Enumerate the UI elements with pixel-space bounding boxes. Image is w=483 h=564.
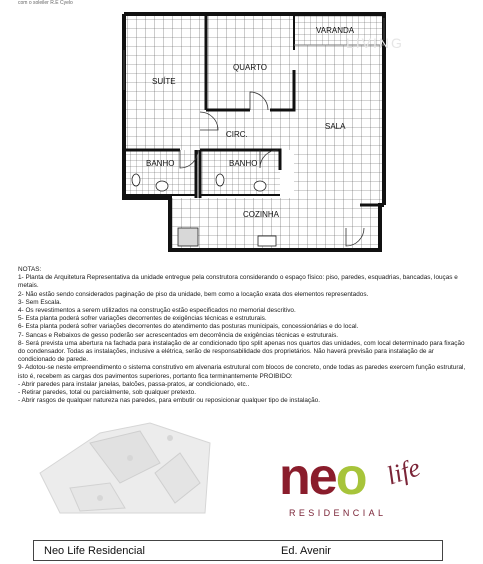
note-item: 9- Adotou-se neste empreendimento o sistema construtivo em alvenaria estrutural com blocos de concreto, onde todas as paredes exercem função estrutural, isto é, recebem as cargas dos pavimentos superiores, portanto fica terminantemente PROIBIDO: <box>18 364 466 380</box>
plan-watermark: LIVING <box>346 35 404 51</box>
toilet-1-icon <box>132 174 140 186</box>
logo-letter: e <box>308 448 336 506</box>
room-label-circ: CIRC. <box>226 130 248 139</box>
top-caption: com o soleiler R.E Cyelo <box>18 0 73 6</box>
room-label-varanda: VARANDA <box>316 26 355 35</box>
room-label-sala: SALA <box>325 122 346 131</box>
note-item: 6- Esta planta poderá sofrer variações decorrentes do atendimento das posturas municipais, concessionárias e do local. <box>18 323 359 331</box>
neo-life-logo <box>275 443 435 528</box>
toilet-2-icon <box>216 174 224 186</box>
logo-neo-wordmark <box>279 448 366 506</box>
note-item: 7- Sancas e Rebaixos de gesso poderão ser acrescentados em decorrência de exigências técnicas e estruturais. <box>18 331 339 339</box>
sink-1-icon <box>156 181 168 191</box>
room-label-banho-1: BANHO <box>146 159 175 168</box>
logo-tagline: RESIDENCIAL <box>289 508 387 518</box>
logo-letter: o <box>335 448 366 506</box>
circ-floor <box>206 110 294 150</box>
room-label-cozinha: COZINHA <box>243 210 279 219</box>
note-item: - Retirar paredes, total ou parcialmente, sob qualquer pretexto. <box>18 389 196 397</box>
notes-title: NOTAS: <box>18 266 42 273</box>
room-label-banho-2: BANHO <box>229 159 258 168</box>
notes-block <box>18 266 466 405</box>
footer-project-name: Neo Life Residencial <box>44 545 145 557</box>
note-item: 2- Não estão sendo considerados paginação de piso da unidade, bem como a locação exata dos elementos representados. <box>18 290 369 298</box>
room-label-quarto: QUARTO <box>233 63 267 72</box>
note-item: 5- Esta planta poderá sofrer variações decorrentes de exigências técnicas e estruturais. <box>18 315 267 323</box>
logo-letter: n <box>279 448 309 506</box>
room-label-suite: SUÍTE <box>152 77 176 86</box>
note-item: 3- Sem Escala. <box>18 298 62 306</box>
banho2-floor <box>200 150 280 195</box>
floor-plan <box>100 10 404 260</box>
site-plan-thumbnail <box>30 413 220 525</box>
footer-building-name: Ed. Avenir <box>281 545 331 557</box>
note-item: - Abrir rasgos de qualquer natureza nas paredes, para embutir ou reposicionar qualquer tipo de instalação. <box>18 397 320 405</box>
note-item: 1- Planta de Arquitetura Representativa da unidade entregue pela construtora considerando o espaço físico: piso, paredes, esquadrias, bancadas, louças e metais. <box>18 274 458 290</box>
stove-icon <box>178 228 198 246</box>
note-item: 8- Será prevista uma abertura na fachada para instalação de ar condicionado tipo split apenas nos quartos das unidades, com local determinado para fixação do condensador. Todas as instalações, inclusive a elétrica, serão de responsabilidade dos proprietários. Não haverá previsão para instalação de ar condicionado de parede. <box>18 339 465 364</box>
footer-bar <box>33 540 443 561</box>
note-item: 4- Os revestimentos a serem utilizados na construção estão especificados no memorial descritivo. <box>18 307 296 315</box>
kitchen-sink-icon <box>258 236 276 246</box>
note-item: - Abrir paredes para instalar janelas, balcões, passa-pratos, ar condicionado, etc.. <box>18 380 250 388</box>
logo-life-script: life <box>383 452 424 491</box>
sink-2-icon <box>254 181 266 191</box>
